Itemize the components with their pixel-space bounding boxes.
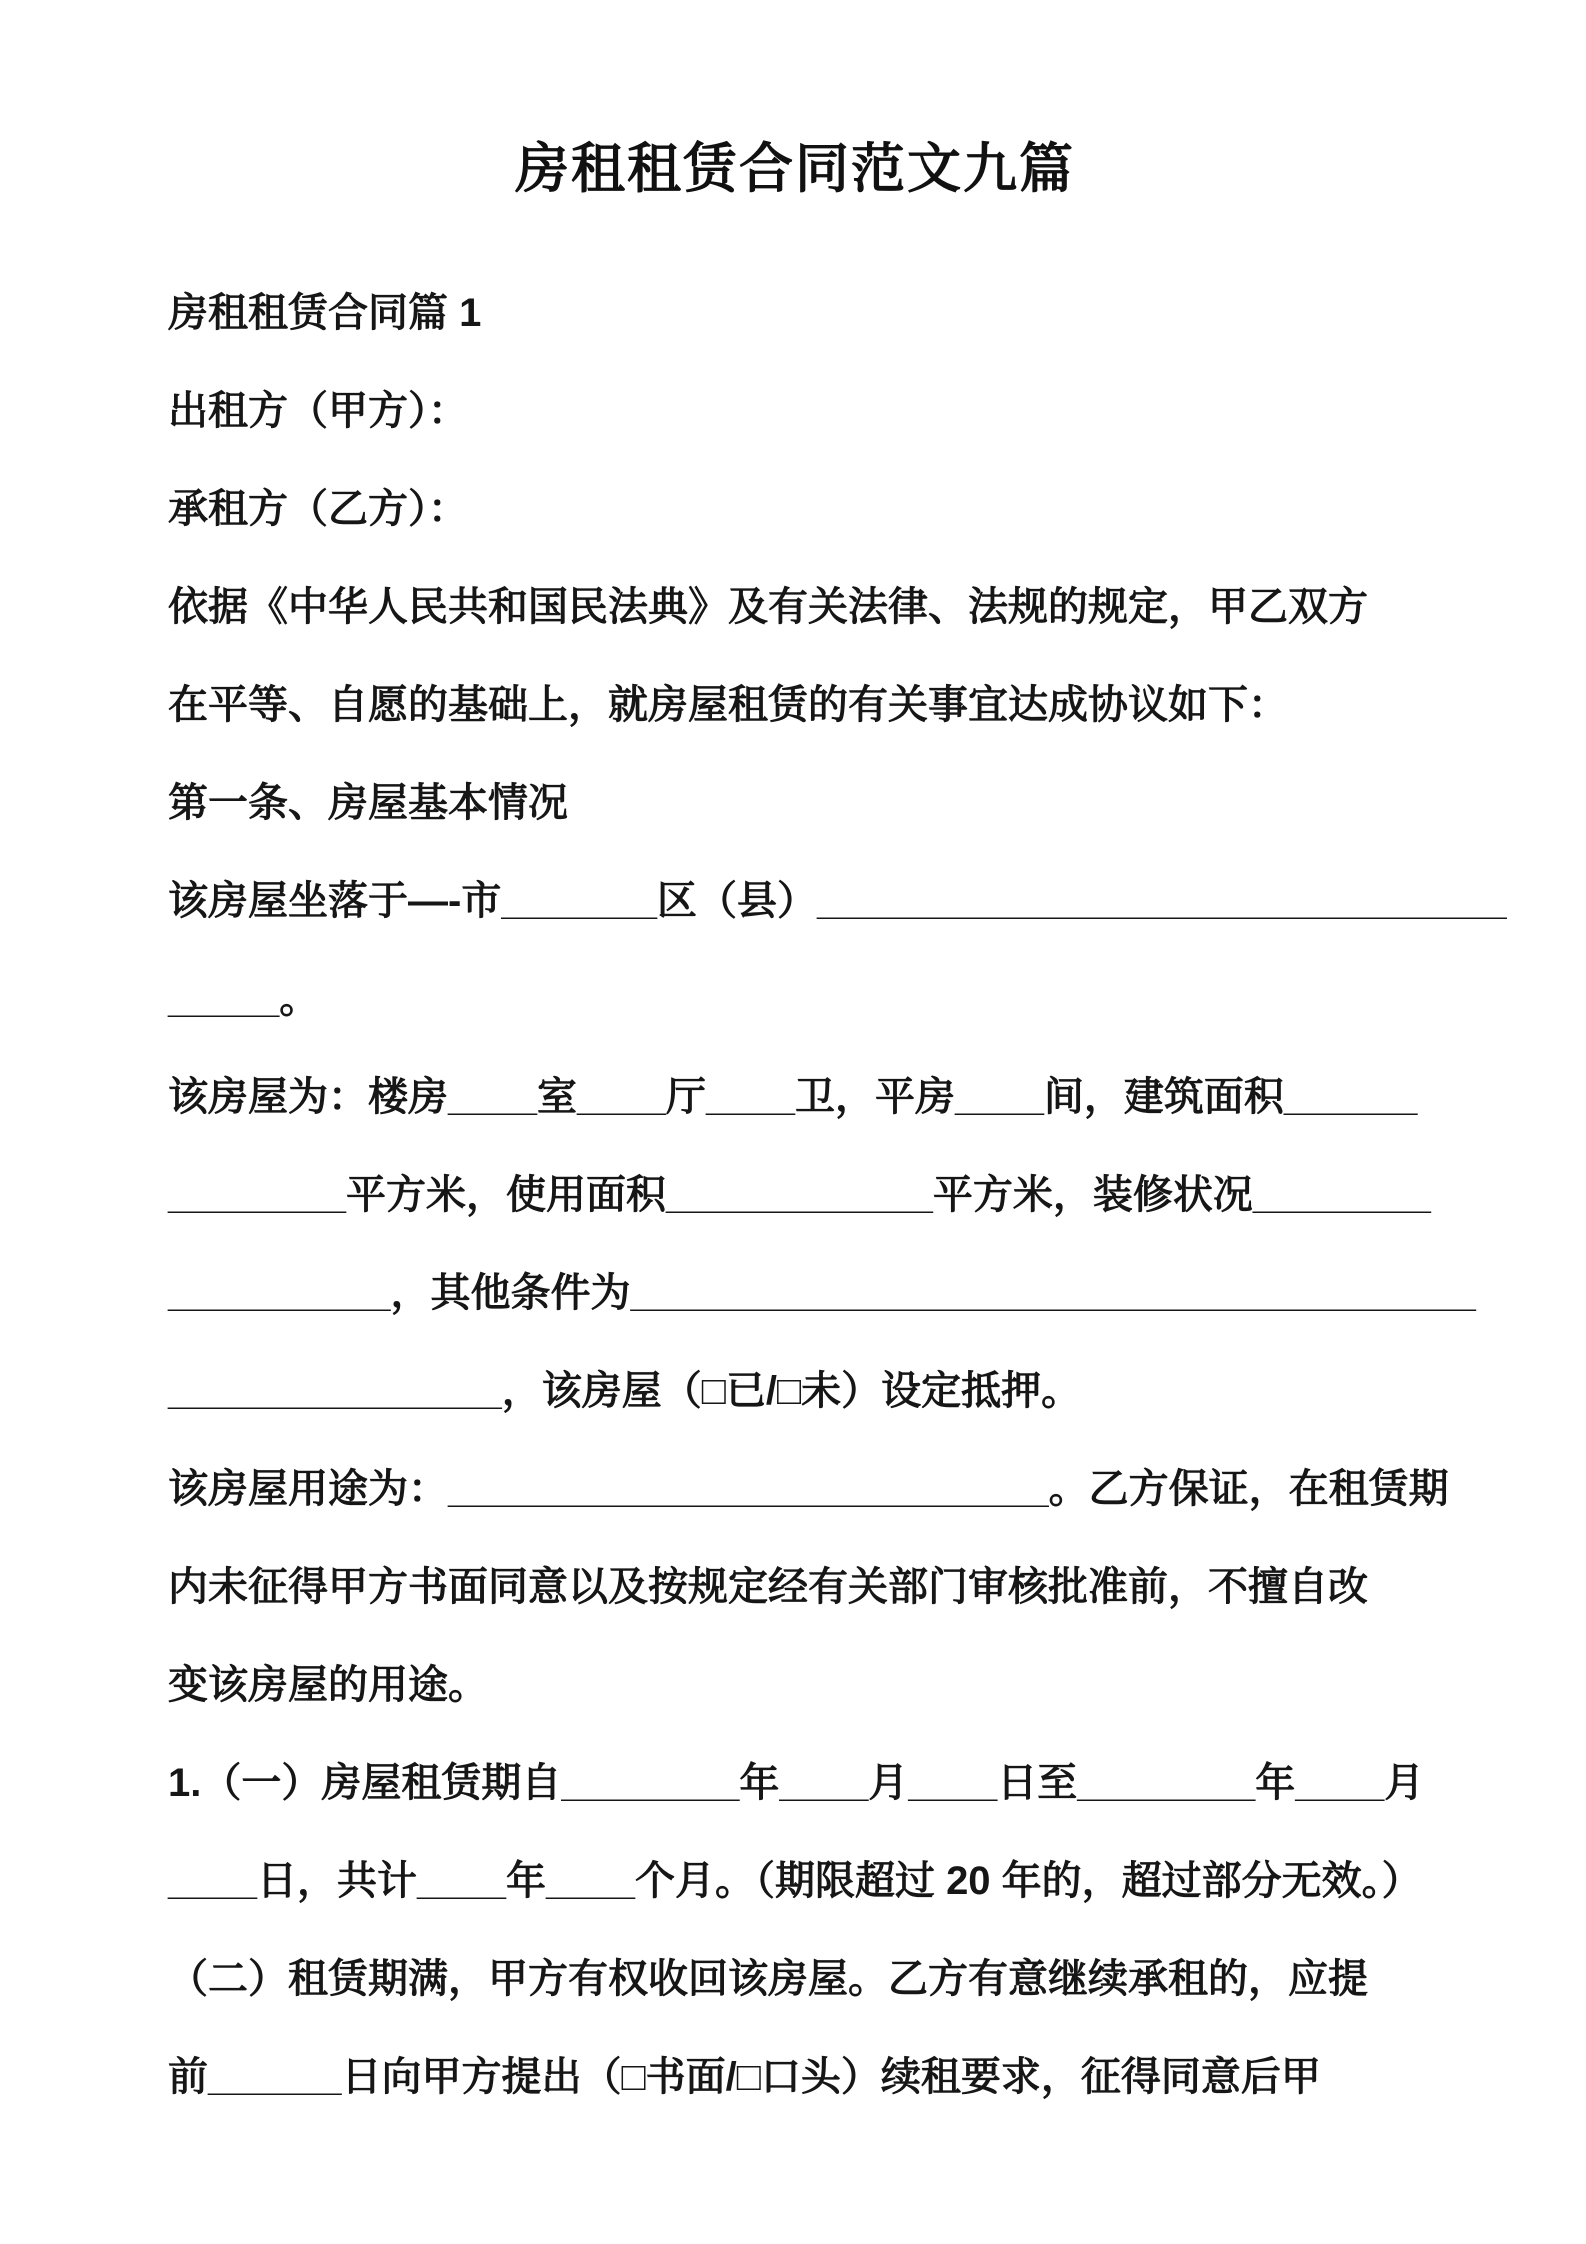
contract-line: _______________，该房屋（□已/□未）设定抵押。	[168, 1369, 1082, 1413]
contract-line: 房租租赁合同篇 1	[168, 291, 482, 335]
contract-line: 1.（一）房屋租赁期自________年____月____日至________年____月	[168, 1761, 1425, 1805]
contract-line: ____日，共计____年____个月。（期限超过 20 年的，超过部分无效。）	[168, 1859, 1422, 1903]
contract-line: 在平等、自愿的基础上，就房屋租赁的有关事宜达成协议如下：	[168, 683, 1288, 727]
contract-line: 该房屋为：楼房____室____厅____卫，平房____间，建筑面积______	[168, 1075, 1418, 1119]
contract-line: （二）租赁期满，甲方有权收回该房屋。乙方有意继续承租的，应提	[168, 1957, 1368, 2001]
contract-line: 变该房屋的用途。	[168, 1663, 488, 1707]
contract-line: _____。	[168, 977, 320, 1021]
contract-line: ________平方米，使用面积____________平方米，装修状况________	[168, 1173, 1431, 1217]
contract-line: 内未征得甲方书面同意以及按规定经有关部门审核批准前，不擅自改	[168, 1565, 1368, 1609]
document-body	[168, 264, 1507, 2126]
contract-line: 出租方（甲方）：	[168, 389, 468, 433]
document-content	[168, 0, 1507, 2126]
document-title: 房租租赁合同范文九篇	[515, 139, 1075, 199]
contract-line: 前______日向甲方提出（□书面/□口头）续租要求，征得同意后甲	[168, 2055, 1321, 2099]
contract-line: 承租方（乙方）：	[168, 487, 468, 531]
contract-line: 第一条、房屋基本情况	[168, 781, 568, 825]
contract-line: 该房屋用途为：___________________________。乙方保证，在租赁期	[168, 1467, 1449, 1511]
contract-line: __________，其他条件为______________________________________	[168, 1271, 1476, 1315]
contract-line: 该房屋坐落于—-市_______区（县）_______________________________	[168, 879, 1507, 923]
contract-line: 依据《中华人民共和国民法典》及有关法律、法规的规定，甲乙双方	[168, 585, 1368, 629]
